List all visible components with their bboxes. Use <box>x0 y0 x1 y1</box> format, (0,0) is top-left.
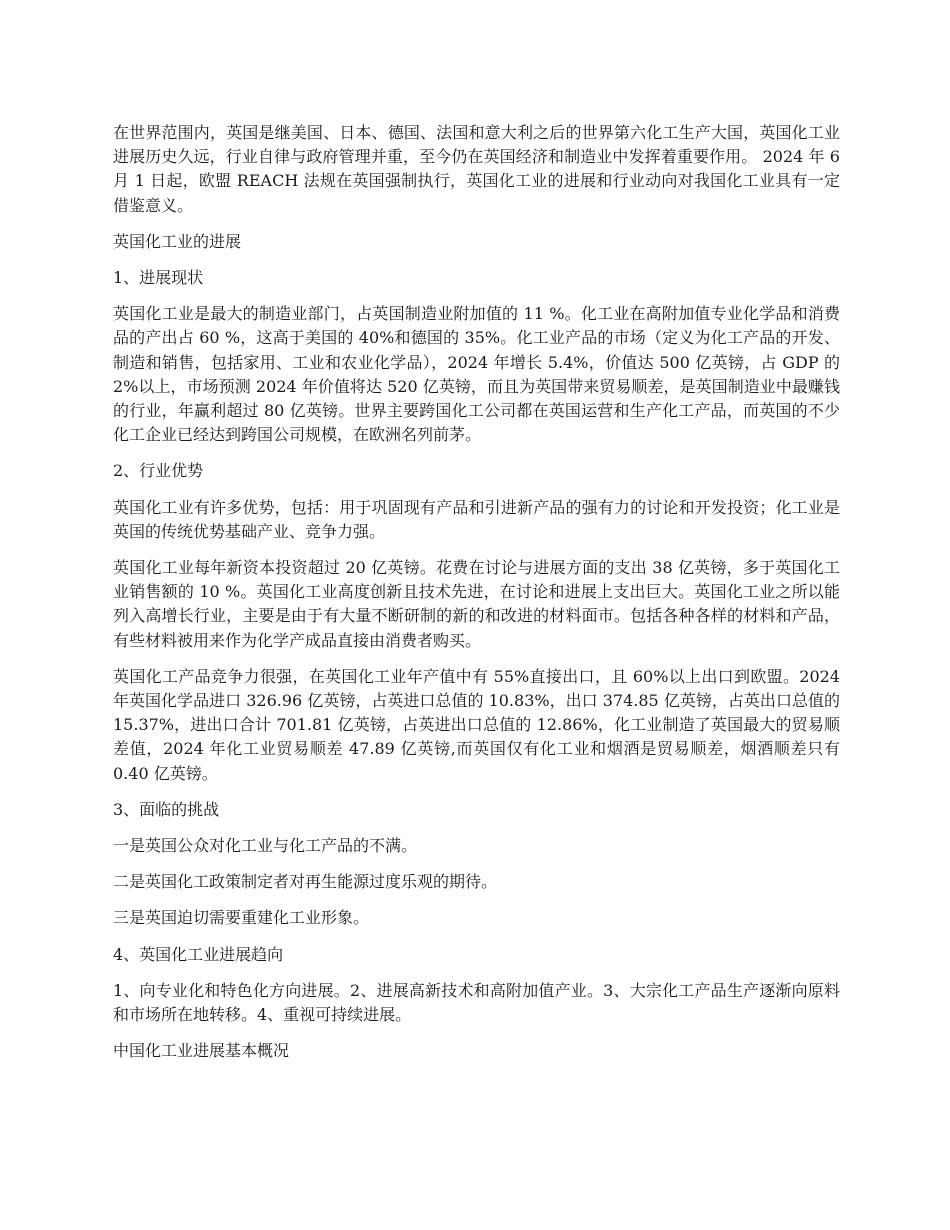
paragraph-current-status: 英国化工业是最大的制造业部门，占英国制造业附加值的 11 %。化工业在高附加值专业化学品和消费品的产出占 60 %，这高于美国的 40%和德国的 35%。化工业产品的市场（定义为化工产品的开发、制造和销售，包括家用、工业和农业化学品），2024 年增长 5.4%，价值达 500 亿英镑，占 GDP 的 2%以上，市场预测 2024 年价值将达 520 亿英镑，而且为英国带来贸易顺差，是英国制造业中最赚钱的行业，年赢利超过 80 亿英镑。世界主要跨国化工公司都在英国运营和生产化工产品，而英国的不少化工企业已经达到跨国公司规模，在欧洲名列前茅。 <box>113 304 840 445</box>
challenge-item-2: 二是英国化工政策制定者对再生能源过度乐观的期待。 <box>113 872 498 892</box>
challenge-item-1: 一是英国公众对化工业与化工产品的不满。 <box>113 836 418 856</box>
intro-paragraph: 在世界范围内，英国是继美国、日本、德国、法国和意大利之后的世界第六化工生产大国，英国化工业进展历史久远，行业自律与政府管理并重，至今仍在英国经济和制造业中发挥着重要作用。 2024 年 6 月 1 日起，欧盟 REACH 法规在英国强制执行，英国化工业的进展和行业动向对我国化工业具有一定借鉴意义。 <box>113 123 840 215</box>
challenge-item-3: 三是英国迫切需要重建化工业形象。 <box>113 908 370 928</box>
subheading-challenges: 3、面临的挑战 <box>113 799 220 819</box>
paragraph-trends: 1、向专业化和特色化方向进展。2、进展高新技术和高附加值产业。3、大宗化工产品生产逐渐向原料和市场所在地转移。4、重视可持续进展。 <box>113 980 840 1025</box>
subheading-current-status: 1、进展现状 <box>113 268 204 288</box>
section-heading-uk-chemical-industry: 英国化工业的进展 <box>113 231 242 251</box>
subheading-trends: 4、英国化工业进展趋向 <box>113 944 284 964</box>
document-body <box>113 121 840 1076</box>
paragraph-advantages-overview: 英国化工业有许多优势，包括：用于巩固现有产品和引进新产品的强有力的讨论和开发投资；化工业是英国的传统优势基础产业、竞争力强。 <box>113 497 840 541</box>
paragraph-competitiveness: 英国化工产品竞争力很强，在英国化工业年产值中有 55%直接出口，且 60%以上出口到欧盟。2024 年英国化学品进口 326.96 亿英镑，占英进口总值的 10.83%，出口 374.85 亿英镑，占英出口总值的 15.37%，进出口合计 701.81 亿英镑，占英进出口总值的 12.86%，化工业制造了英国最大的贸易顺差值，2024 年化工业贸易顺差 47.89 亿英镑,而英国仅有化工业和烟酒是贸易顺差，烟酒顺差只有 0.40 亿英镑。 <box>113 666 840 783</box>
subheading-industry-advantages: 2、行业优势 <box>113 461 204 481</box>
section-heading-china-overview: 中国化工业进展基本概况 <box>113 1041 290 1061</box>
paragraph-investment: 英国化工业每年新资本投资超过 20 亿英镑。花费在讨论与进展方面的支出 38 亿英镑，多于英国化工业销售额的 10 %。英国化工业高度创新且技术先进，在讨论和进展上支出巨大。英国化工业之所以能列入高增长行业，主要是由于有大量不断研制的新的和改进的材料面市。包括各种各样的材料和产品，有些材料被用来作为化学产成品直接由消费者购买。 <box>113 558 840 650</box>
